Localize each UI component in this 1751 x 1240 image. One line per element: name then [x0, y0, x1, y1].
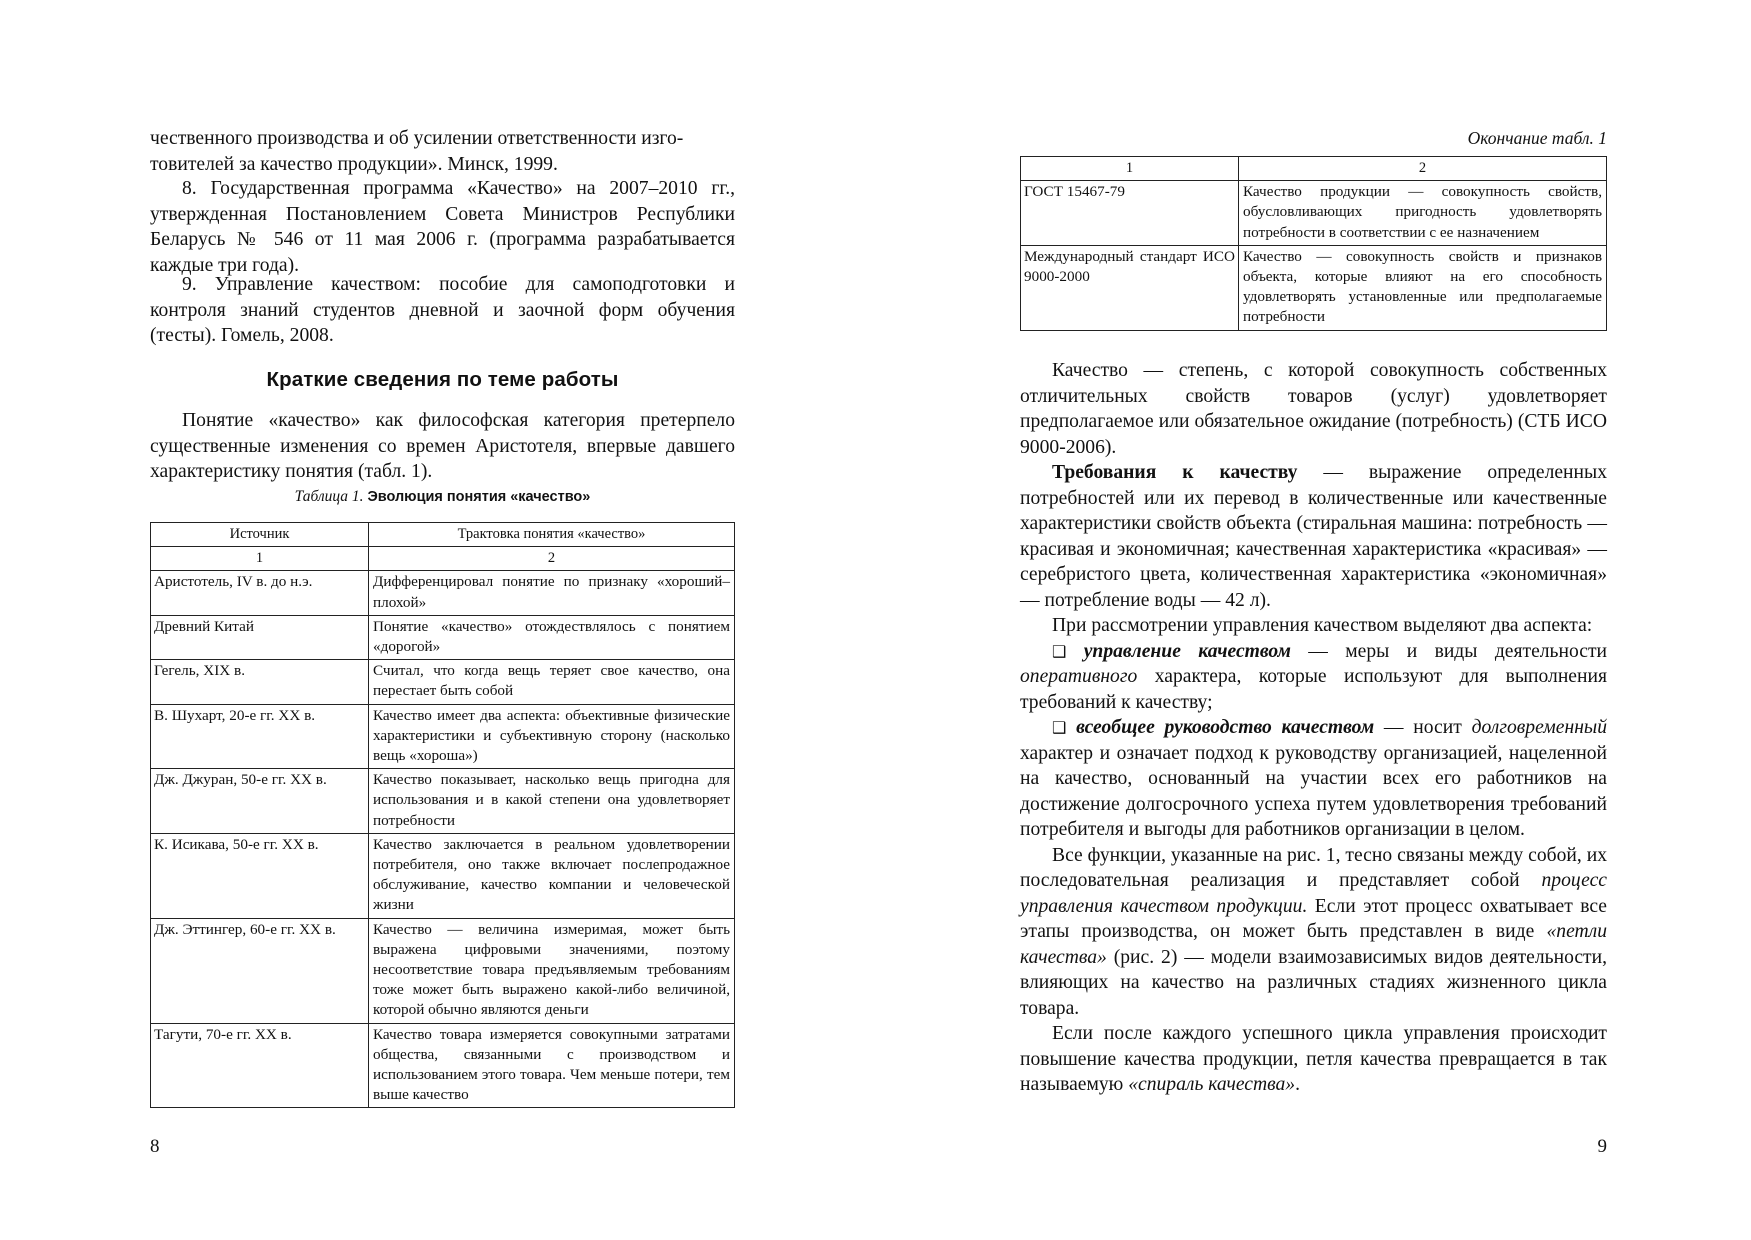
bullet-quality-management	[1020, 639, 1607, 716]
row-source-text: Международный стандарт ИСО 9000-2000	[1024, 247, 1235, 286]
spiral-text-2: .	[1295, 1074, 1300, 1095]
row-source: К. Исикава, 50-е гг. XX в.	[151, 833, 369, 918]
bullet-1-term: управление качеством	[1083, 640, 1291, 662]
row-source: ГОСТ 15467-79	[1021, 181, 1239, 246]
row-source	[1021, 245, 1239, 330]
row-text: Считал, что когда вещь теряет свое качество, она перестает быть собой	[369, 660, 735, 704]
table-row	[151, 918, 735, 1023]
functions-italic-1: процесс управления качеством продукции.	[1020, 870, 1607, 917]
bullet-total-quality	[1020, 715, 1607, 843]
reference-9: 9. Управление качеством: пособие для самоподготовки и контроля знаний студентов дневной и заочной форм обучения (тесты). Гомель, 2008.	[150, 274, 735, 346]
table-caption-prefix: Таблица 1.	[294, 488, 364, 505]
requirements-paragraph	[1020, 460, 1607, 613]
right-body	[1020, 358, 1607, 1098]
evolution-table	[150, 522, 735, 1108]
section-heading: Краткие сведения по теме работы	[266, 368, 619, 391]
spiral-italic: «спираль качества»	[1128, 1074, 1296, 1095]
column-number-2: 2	[369, 547, 735, 571]
table-row	[151, 571, 735, 615]
table-row	[151, 704, 735, 769]
intro-paragraph: Понятие «качество» как философская категория претерпело существенные изменения со времен Аристотеля, впервые давшего характеристику понятия (табл. 1).	[150, 410, 735, 482]
table-row	[151, 769, 735, 834]
table-row	[151, 660, 735, 704]
functions-paragraph	[1020, 843, 1607, 1022]
ballot-box-icon: ❑	[1052, 718, 1067, 737]
row-text: Качество показывает, насколько вещь пригодна для использования и в какой степени она удовлетворяет потребности	[369, 769, 735, 834]
intro-line-2: товителей за качество продукции». Минск, 1999.	[150, 153, 558, 175]
right-page	[1020, 0, 1607, 1240]
bullet-1-text2: характера, которые используют для выполнения требований к качеству;	[1020, 666, 1607, 713]
definition-paragraph: Качество — степень, с которой совокупность собственных отличительных свойств товаров (услуг) удовлетворяет предполагаемое или обязательное ожидание (потребность) (СТБ ИСО 9000-2006).	[1020, 360, 1607, 458]
table-row	[1021, 245, 1607, 330]
requirements-term: Требования к качеству	[1052, 462, 1298, 483]
row-text: Качество имеет два аспекта: объективные физические характеристики и субъективную сторону (насколько вещь «хороша»)	[369, 704, 735, 769]
bullet-2-text2: характер и означает подход к руководству организацией, нацеленной на качество, основанный на участии всех его работников на достижение долгосрочного успеха путем удовлетворения требований потребителя и выгоды для работников организации в целом.	[1020, 742, 1607, 840]
spiral-text-1: Если после каждого успешного цикла управления происходит повышение качества продукции, петля качества превращается в так называемую	[1020, 1023, 1607, 1095]
header-interpretation: Трактовка понятия «качество»	[369, 523, 735, 547]
table-row	[151, 833, 735, 918]
table-number-row	[151, 547, 735, 571]
bullet-2-italic: долговременный	[1471, 717, 1607, 738]
ballot-box-icon: ❑	[1052, 641, 1067, 661]
left-page	[150, 0, 735, 1240]
functions-italic-2: «петли качества»	[1020, 921, 1607, 968]
bullet-2-term: всеобщее руководство качеством	[1076, 717, 1375, 738]
column-number-1: 1	[151, 547, 369, 571]
row-text: Понятие «качество» отождествлялось с понятием «дорогой»	[369, 615, 735, 659]
row-source: Дж. Эттингер, 60-е гг. XX в.	[151, 918, 369, 1023]
row-text: Дифференцировал понятие по признаку «хороший–плохой»	[369, 571, 735, 615]
table-number-row	[1021, 157, 1607, 181]
row-text: Качество продукции — совокупность свойств, обусловливающих пригодность удовлетворять потребности в соответствии с ее назначением	[1239, 181, 1607, 246]
row-source: В. Шухарт, 20-е гг. XX в.	[151, 704, 369, 769]
header-source: Источник	[151, 523, 369, 547]
bullet-1-text1: — меры и виды деятельности	[1290, 640, 1607, 662]
evolution-table-continued	[1020, 156, 1607, 331]
aspects-intro: При рассмотрении управления качеством выделяют два аспекта:	[1052, 615, 1593, 636]
functions-text-2: Если этот процесс охватывает все этапы производства, он может быть представлен в виде	[1020, 895, 1607, 942]
table-caption-title: Эволюция понятия «качество»	[367, 489, 591, 505]
page-number-right: 9	[1597, 1136, 1607, 1157]
requirements-text: — выражение определенных потребностей или их перевод в количественные или качественные характеристики свойств объекта (стиральная машина: потребность — красивая и экономичная; качественная характеристика «красивая» — серебристого цвета, количественная характеристика «экономичная» — потребление воды — 42 л).	[1020, 462, 1607, 611]
functions-text-1: Все функции, указанные на рис. 1, тесно связаны между собой, их последовательная реализация и представляет собой	[1020, 844, 1607, 891]
table-header-row	[151, 523, 735, 547]
row-source: Древний Китай	[151, 615, 369, 659]
table-caption	[150, 488, 735, 506]
row-source: Аристотель, IV в. до н.э.	[151, 571, 369, 615]
table-continuation-label: Окончание табл. 1	[1467, 128, 1607, 148]
page-number-left: 8	[150, 1136, 160, 1157]
row-source: Тагути, 70-е гг. XX в.	[151, 1023, 369, 1108]
table-row	[151, 615, 735, 659]
intro-continuation	[150, 126, 735, 177]
row-source: Гегель, XIX в.	[151, 660, 369, 704]
table-row	[1021, 181, 1607, 246]
table-row	[151, 1023, 735, 1108]
row-text: Качество — величина измеримая, может быть выражена цифровыми значениями, поэтому несоответствие товара предъявляемым требованиям тоже может быть выражено какой-либо величиной, которой обычно являются деньги	[369, 918, 735, 1023]
intro-line-1: чественного производства и об усилении ответственности изго-	[150, 128, 684, 149]
row-source: Дж. Джуран, 50-е гг. XX в.	[151, 769, 369, 834]
reference-8: 8. Государственная программа «Качество» на 2007–2010 гг., утвержденная Постановлением Совета Министров Республики Беларусь № 546 от 11 мая 2006 г. (программа разрабатывается каждые три года).	[150, 178, 735, 276]
row-text: Качество заключается в реальном удовлетворении потребителя, оно также включает послепродажное обслуживание, качество компании и человеческой жизни	[369, 833, 735, 918]
bullet-2-text1: — носит	[1374, 717, 1472, 738]
functions-text-3: (рис. 2) — модели взаимозависимых видов деятельности, влияющих на качество на различных стадиях жизненного цикла товара.	[1020, 946, 1607, 1019]
column-number-1: 1	[1021, 157, 1239, 181]
column-number-2: 2	[1239, 157, 1607, 181]
spiral-paragraph	[1020, 1021, 1607, 1098]
bullet-1-italic: оперативного	[1020, 666, 1138, 687]
row-text: Качество товара измеряется совокупными затратами общества, связанными с производством и использованием этого товара. Чем меньше потери, тем выше качество	[369, 1023, 735, 1108]
row-text: Качество — совокупность свойств и признаков объекта, которые влияют на его способность удовлетворять установленные или предполагаемые потребности	[1239, 245, 1607, 330]
